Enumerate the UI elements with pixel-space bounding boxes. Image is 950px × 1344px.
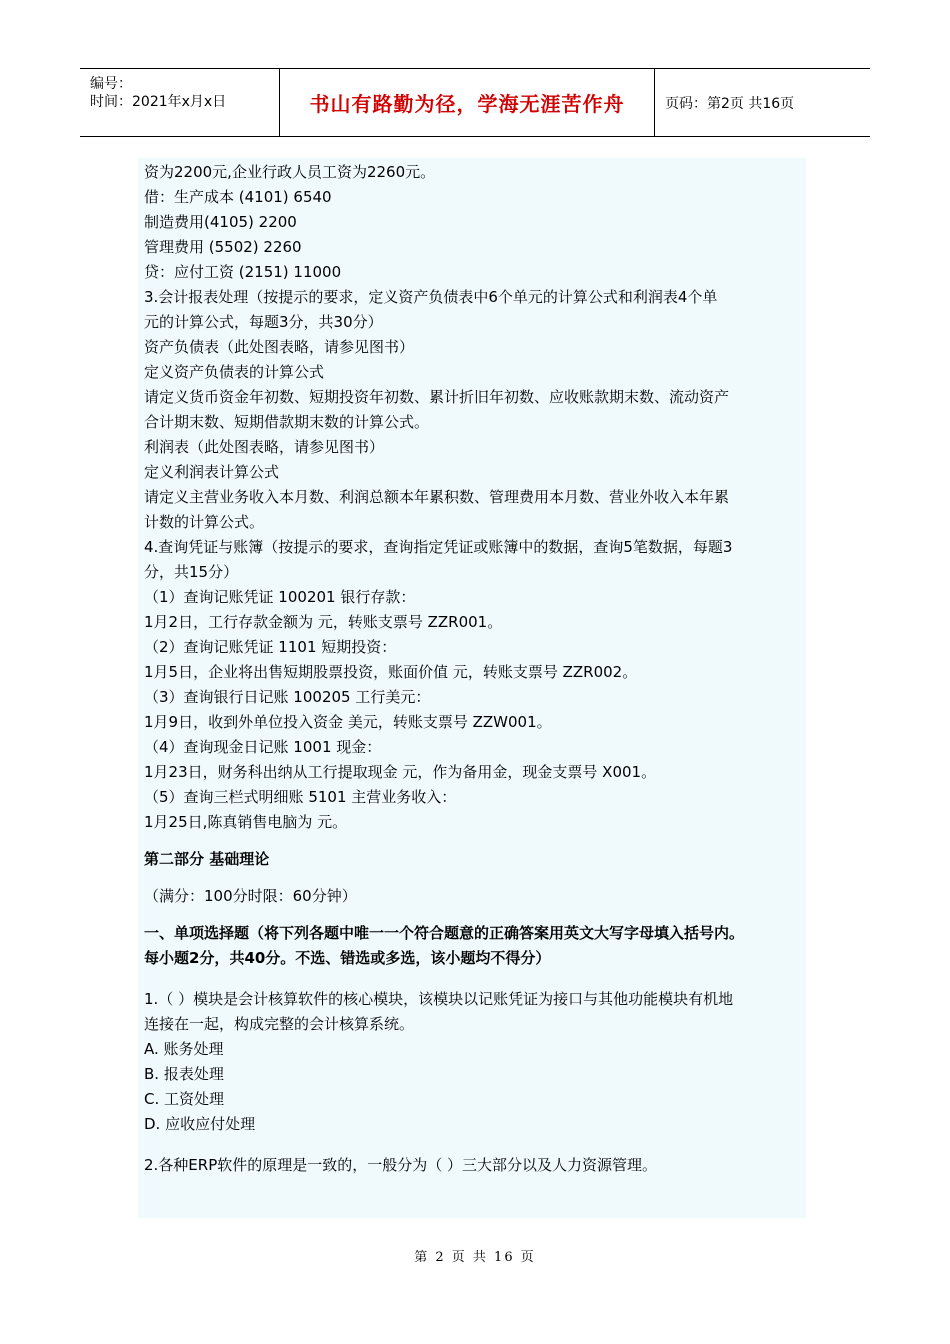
question-1-cont: 连接在一起，构成完整的会计核算系统。: [144, 1015, 415, 1033]
part-one-title-cont: 每小题2分，共40分。不选、错选或多选，该小题均不得分）: [144, 949, 551, 967]
body-line: 借：生产成本 (4101) 6540: [144, 188, 332, 206]
body-line: 制造费用(4105) 2200: [144, 213, 297, 231]
body-line: 1月25日,陈真销售电脑为 元。: [144, 813, 348, 831]
body-line: 定义利润表计算公式: [144, 463, 280, 481]
header-page-info: [655, 69, 870, 136]
body-line: 请定义主营业务收入本月数、利润总额本年累积数、管理费用本月数、营业外收入本年累: [144, 488, 730, 506]
date-label: 时间：2021年x月x日: [90, 94, 227, 110]
body-line: 3.会计报表处理（按提示的要求，定义资产负债表中6个单元的计算公式和利润表4个单: [144, 288, 718, 306]
body-line: 资为2200元,企业行政人员工资为2260元。: [144, 163, 436, 181]
body-line: 请定义货币资金年初数、短期投资年初数、累计折旧年初数、应收账款期末数、流动资产: [144, 388, 730, 406]
body-line: 合计期末数、短期借款期末数的计算公式。: [144, 413, 430, 431]
question-2: 2.各种ERP软件的原理是一致的，一般分为（ ）三大部分以及人力资源管理。: [144, 1156, 658, 1174]
header-meta: [80, 69, 280, 136]
spacer: [144, 909, 806, 921]
spacer: [144, 1137, 806, 1153]
body-line: 1月2日，工行存款金额为 元，转账支票号 ZZR001。: [144, 613, 503, 631]
body-line: 资产负债表（此处图表略，请参见图书）: [144, 338, 415, 356]
motto-text: 书山有路勤为径，学海无涯苦作舟: [309, 92, 625, 116]
body-line: 定义资产负债表的计算公式: [144, 363, 325, 381]
body-line: 分，共15分）: [144, 563, 239, 581]
header-motto-cell: [280, 69, 655, 136]
footer-page-number: 第 2 页 共 16 页: [414, 1250, 536, 1265]
spacer: [144, 835, 806, 847]
option-a: A. 账务处理: [144, 1040, 224, 1058]
body-line: 4.查询凭证与账簿（按提示的要求，查询指定凭证或账簿中的数据，查询5笔数据，每题3: [144, 538, 733, 556]
body-line: （1）查询记账凭证 100201 银行存款：: [144, 588, 416, 606]
section-title: 第二部分 基础理论: [144, 850, 270, 868]
body-line: （3）查询银行日记账 100205 工行美元：: [144, 688, 431, 706]
body-line: （5）查询三栏式明细账 5101 主营业务收入：: [144, 788, 457, 806]
option-c: C. 工资处理: [144, 1090, 225, 1108]
page-footer: [0, 1246, 950, 1265]
part-one-title: 一、单项选择题（将下列各题中唯一一个符合题意的正确答案用英文大写字母填入括号内。: [144, 924, 745, 942]
body-line: 计数的计算公式。: [144, 513, 265, 531]
body-line: （2）查询记账凭证 1101 短期投资：: [144, 638, 397, 656]
option-b: B. 报表处理: [144, 1065, 224, 1083]
page-info-text: 页码：第2页 共16页: [665, 95, 795, 112]
body-line: 元的计算公式，每题3分，共30分）: [144, 313, 383, 331]
question-1: 1.（ ）模块是会计核算软件的核心模块，该模块以记账凭证为接口与其他功能模块有机地: [144, 990, 734, 1008]
spacer: [144, 872, 806, 884]
exam-info: （满分：100分时限：60分钟）: [144, 887, 357, 905]
document-body: [138, 158, 806, 1218]
body-line: 利润表（此处图表略，请参见图书）: [144, 438, 385, 456]
body-line: 管理费用 (5502) 2260: [144, 238, 302, 256]
body-line: 贷：应付工资 (2151) 11000: [144, 263, 342, 281]
option-d: D. 应收应付处理: [144, 1115, 256, 1133]
serial-label: 编号：: [90, 76, 132, 92]
page-header: [80, 68, 870, 137]
body-line: （4）查询现金日记账 1001 现金：: [144, 738, 382, 756]
spacer: [144, 971, 806, 987]
body-line: 1月23日，财务科出纳从工行提取现金 元，作为备用金，现金支票号 X001。: [144, 763, 657, 781]
body-line: 1月5日，企业将出售短期股票投资，账面价值 元，转账支票号 ZZR002。: [144, 663, 638, 681]
body-line: 1月9日，收到外单位投入资金 美元，转账支票号 ZZW001。: [144, 713, 552, 731]
